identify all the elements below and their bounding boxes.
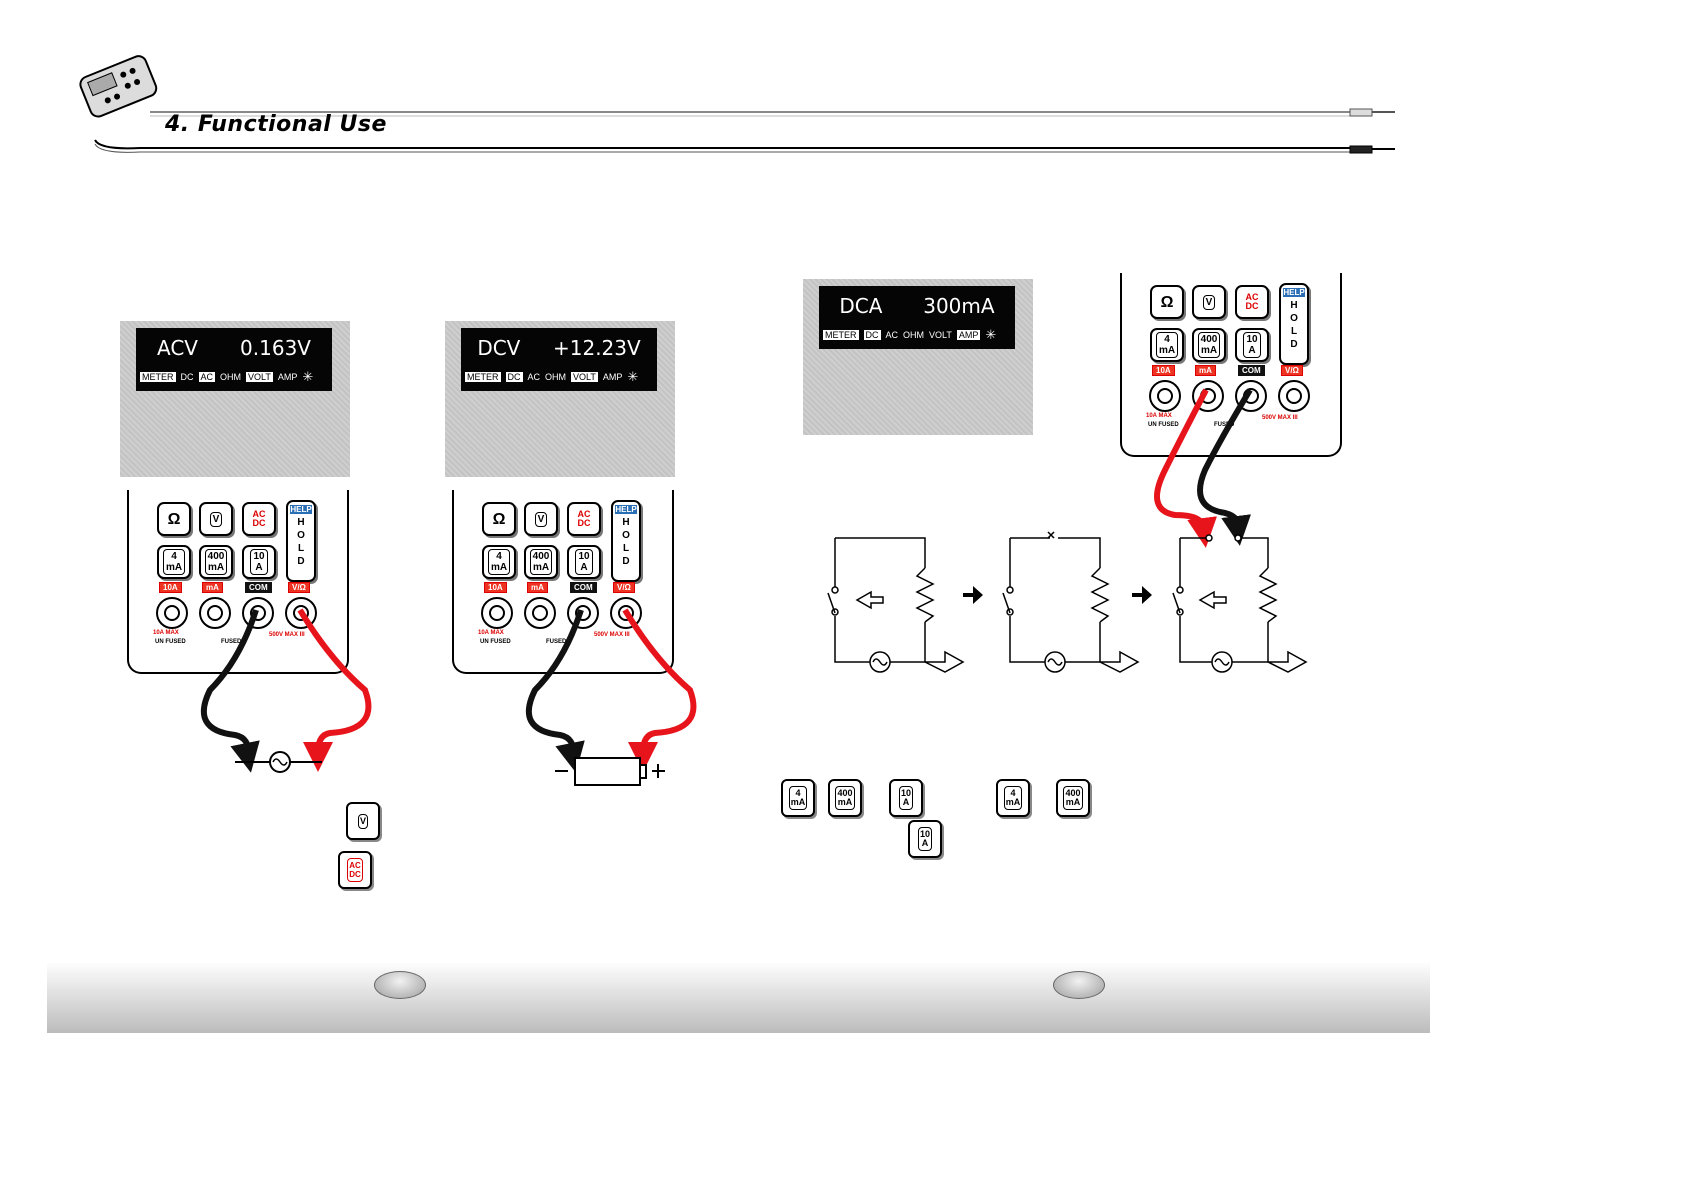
note-fused: FUSED [1214, 422, 1235, 428]
jack-vo[interactable] [1278, 380, 1310, 412]
arrow-right-icon [1132, 586, 1152, 604]
volt-key[interactable] [199, 502, 233, 536]
volt-key-icon: V [346, 802, 380, 840]
help-hold-key[interactable] [286, 500, 316, 582]
circuit-diagram-3 [1173, 535, 1306, 672]
ohm-symbol: Ω [1160, 293, 1174, 311]
note-cat: 500V MAX III [1262, 415, 1298, 421]
acdc-key-icon: AC DC [338, 851, 372, 889]
4ma-key-icon: 4 mA [996, 779, 1030, 817]
400ma-key[interactable] [1192, 328, 1226, 362]
jack-com[interactable] [567, 597, 599, 629]
screen-panel-dca [803, 279, 1033, 435]
ann-volt: VOLT [573, 372, 596, 382]
lcd-annunciators [140, 369, 328, 385]
lcd-mode: DCV [477, 336, 521, 360]
backlight-icon: ✳ [627, 369, 639, 384]
lcd-display [819, 286, 1015, 349]
lcd-mode: DCA [839, 294, 883, 318]
ac-label: AC [577, 509, 591, 519]
ann-volt: VOLT [929, 330, 952, 340]
help-hold-key[interactable] [611, 500, 641, 582]
help-label: HELP [615, 505, 637, 514]
note-cat: 500V MAX III [594, 632, 630, 638]
screen-panel-dcv [445, 321, 675, 477]
lcd-display [136, 328, 332, 391]
4ma-label: 4 mA [1156, 332, 1178, 358]
lcd-annunciators [465, 369, 653, 385]
ann-dc: DC [180, 372, 194, 382]
jack-ma[interactable] [1192, 380, 1224, 412]
circuit-diagram-1 [828, 538, 963, 672]
10a-label: 10 A [575, 549, 592, 575]
400ma-key[interactable] [524, 545, 558, 579]
help-hold-key[interactable] [1279, 283, 1309, 365]
jack-vo[interactable] [610, 597, 642, 629]
ohm-symbol: Ω [167, 510, 181, 528]
4ma-label: 4 mA [163, 549, 185, 575]
ohm-key[interactable] [482, 502, 516, 536]
jack-label-ma: mA [527, 582, 548, 593]
jack-label-10a: 10A [1152, 365, 1175, 376]
jack-ma[interactable] [524, 597, 556, 629]
lcd-annunciators [823, 327, 1011, 343]
hold-label: H O L D [297, 517, 305, 567]
footer-bar [47, 963, 1430, 1033]
jack-label-vo: V/Ω [1281, 365, 1303, 376]
ann-meter: METER [825, 330, 857, 340]
ohm-symbol: Ω [492, 510, 506, 528]
volt-label: V [210, 512, 223, 527]
meter-body-dca [1120, 273, 1342, 457]
400ma-label: 400 mA [530, 549, 553, 575]
note-cat: 500V MAX III [269, 632, 305, 638]
ann-amp: AMP [958, 330, 979, 340]
meter-body-acv [127, 490, 349, 674]
page-title: 4. Functional Use [165, 112, 387, 137]
lcd-mode: ACV [157, 336, 198, 360]
note-unfused: UN FUSED [155, 639, 186, 645]
jack-label-vo: V/Ω [288, 582, 310, 593]
lcd-value: +12.23V [552, 336, 641, 360]
acdc-key[interactable] [242, 502, 276, 536]
help-label: HELP [290, 505, 312, 514]
lcd-display [461, 328, 657, 391]
lcd-value: 0.163V [240, 336, 311, 360]
battery-symbol [555, 758, 665, 785]
10a-key[interactable] [567, 545, 601, 579]
ac-label: AC [1245, 292, 1259, 302]
arrow-right-icon [963, 586, 983, 604]
jack-label-ma: mA [202, 582, 223, 593]
ac-source-symbol [235, 752, 322, 772]
jack-label-vo: V/Ω [613, 582, 635, 593]
backlight-icon: ✳ [985, 327, 997, 342]
ohm-key[interactable] [1150, 285, 1184, 319]
jack-label-com: COM [245, 582, 272, 593]
ann-amp: AMP [277, 372, 298, 382]
note-10a-max: 10A MAX [1146, 413, 1172, 419]
jack-10a[interactable] [156, 597, 188, 629]
4ma-key[interactable] [482, 545, 516, 579]
10a-key-icon: 10 A [908, 820, 942, 858]
10a-label: 10 A [250, 549, 267, 575]
jack-com[interactable] [242, 597, 274, 629]
4ma-key-icon: 4 mA [781, 779, 815, 817]
10a-label: 10 A [1243, 332, 1260, 358]
ann-meter: METER [467, 372, 499, 382]
10a-key[interactable] [1235, 328, 1269, 362]
4ma-label: 4 mA [488, 549, 510, 575]
acdc-key[interactable] [1235, 285, 1269, 319]
jack-10a[interactable] [481, 597, 513, 629]
4ma-key[interactable] [1150, 328, 1184, 362]
jack-10a[interactable] [1149, 380, 1181, 412]
note-10a-max: 10A MAX [478, 630, 504, 636]
jack-vo[interactable] [285, 597, 317, 629]
screen-panel-acv [120, 321, 350, 477]
ac-label: AC [252, 509, 266, 519]
10a-key-icon: 10 A [889, 779, 923, 817]
ohm-key[interactable] [157, 502, 191, 536]
note-fused: FUSED [221, 639, 242, 645]
jack-label-10a: 10A [159, 582, 182, 593]
probe-icon-bottom [1350, 146, 1395, 153]
header-graphic [0, 0, 1685, 170]
meter-body-dcv [452, 490, 674, 674]
ann-ohm: OHM [220, 372, 242, 382]
page-number-badge-right [1053, 971, 1105, 999]
note-unfused: UN FUSED [480, 639, 511, 645]
note-fused: FUSED [546, 639, 567, 645]
volt-label: V [1203, 295, 1216, 310]
jack-label-com: COM [570, 582, 597, 593]
ann-ohm: OHM [903, 330, 925, 340]
jack-label-ma: mA [1195, 365, 1216, 376]
400ma-key-icon: 400 mA [1056, 779, 1090, 817]
jack-label-com: COM [1238, 365, 1265, 376]
page-number-badge-left [374, 971, 426, 999]
acdc-key[interactable] [567, 502, 601, 536]
jack-com[interactable] [1235, 380, 1267, 412]
ann-ac: AC [200, 372, 214, 382]
volt-label: V [535, 512, 548, 527]
ann-dc: DC [865, 330, 879, 340]
dc-label: DC [1245, 301, 1259, 311]
backlight-icon: ✳ [302, 369, 314, 384]
note-unfused: UN FUSED [1148, 422, 1179, 428]
help-label: HELP [1283, 288, 1305, 297]
ann-dc: DC [507, 372, 521, 382]
4ma-key[interactable] [157, 545, 191, 579]
jack-ma[interactable] [199, 597, 231, 629]
hold-label: H O L D [622, 517, 630, 567]
400ma-key[interactable] [199, 545, 233, 579]
lcd-value: 300mA [923, 294, 995, 318]
10a-key[interactable] [242, 545, 276, 579]
400ma-label: 400 mA [205, 549, 228, 575]
jack-label-10a: 10A [484, 582, 507, 593]
hold-label: H O L D [1290, 300, 1298, 350]
note-10a-max: 10A MAX [153, 630, 179, 636]
multimeter-logo-icon [78, 54, 159, 119]
ann-ac: AC [527, 372, 541, 382]
probe-icon-top [1350, 109, 1395, 116]
ann-ac: AC [885, 330, 899, 340]
ann-ohm: OHM [545, 372, 567, 382]
400ma-key-icon: 400 mA [828, 779, 862, 817]
dc-label: DC [577, 518, 591, 528]
ann-meter: METER [142, 372, 174, 382]
volt-key[interactable] [1192, 285, 1226, 319]
volt-key[interactable] [524, 502, 558, 536]
ann-volt: VOLT [248, 372, 271, 382]
dc-label: DC [252, 518, 266, 528]
circuit-diagram-2 [1003, 532, 1138, 672]
400ma-label: 400 mA [1198, 332, 1221, 358]
ann-amp: AMP [602, 372, 623, 382]
